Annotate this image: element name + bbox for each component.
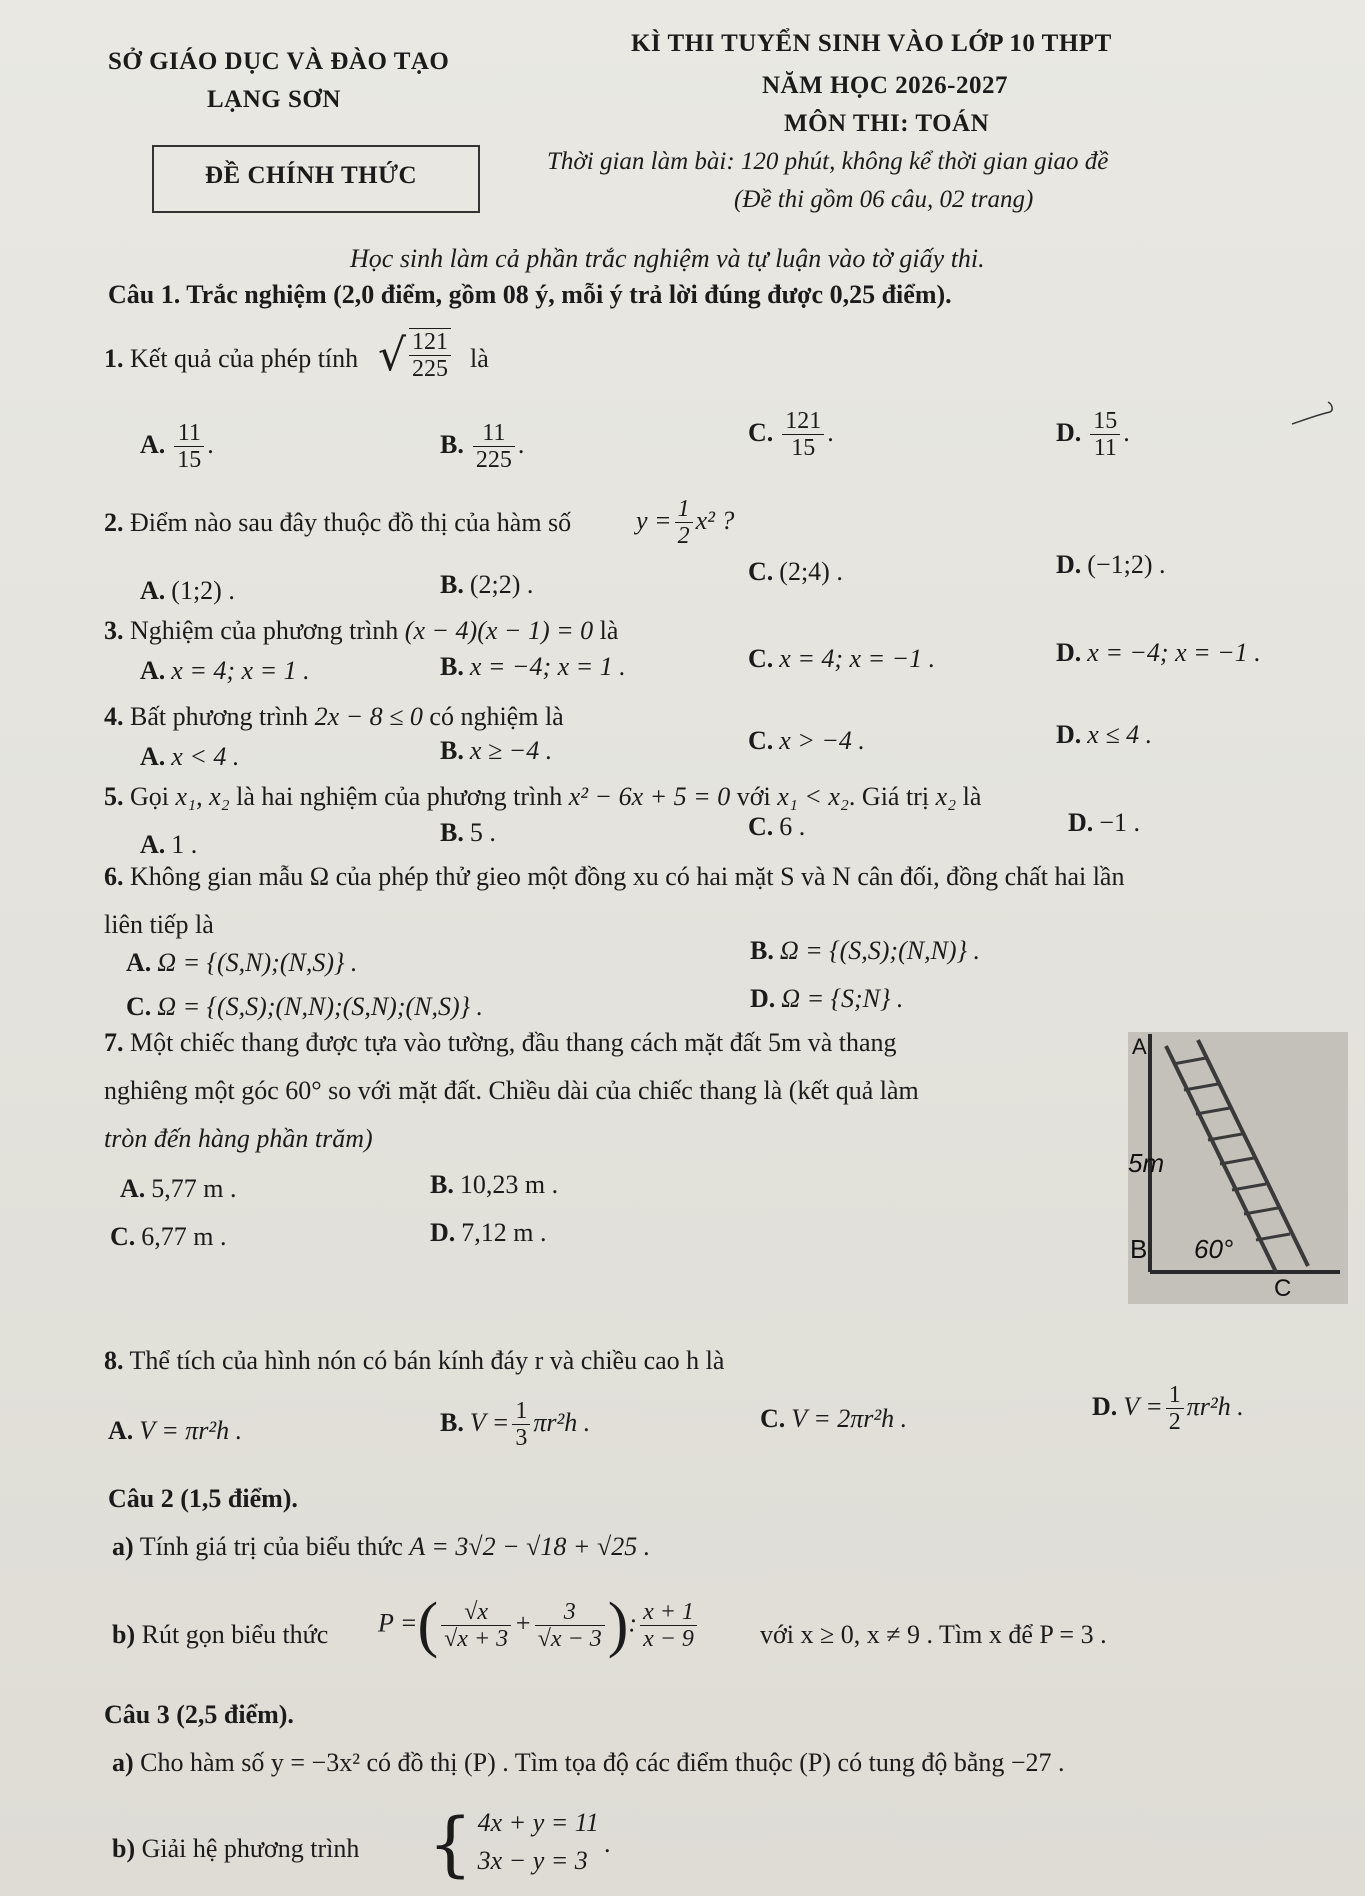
item-8-option-c[interactable]: C. V = 2πr²h . — [760, 1404, 908, 1433]
item-4-option-a[interactable]: A. x < 4 . — [140, 742, 240, 771]
item-1-option-c[interactable]: C. $\frac{121}{15}$ . — [748, 408, 834, 462]
item-6-option-b[interactable]: B. Ω = {(S,S);(N,N)} . — [750, 936, 980, 965]
item-2-stem: 2. Điểm nào sau đây thuộc đồ thị của hàm số — [104, 508, 572, 537]
exam-title: KÌ THI TUYỂN SINH VÀO LỚP 10 THPT — [631, 30, 1112, 57]
item-1-root: √ $\frac{121}{225}$ — [378, 328, 454, 383]
ladder-figure — [1128, 1032, 1348, 1304]
item-4-option-b[interactable]: B. x ≥ −4 . — [440, 736, 553, 765]
item-6-option-a[interactable]: A. Ω = {(S,N);(N,S)} . — [126, 948, 358, 977]
item-7-stem-line2: nghiêng một góc 60° so với mặt đất. Chiều dài của chiếc thang là (kết quả làm — [104, 1076, 919, 1105]
q3-eq1: 4x + y = 11 — [477, 1808, 599, 1837]
item-7-option-a[interactable]: A. 5,77 m . — [120, 1174, 237, 1203]
item-7-option-b[interactable]: B. 10,23 m . — [430, 1170, 559, 1199]
item-1-option-a[interactable]: A. $\frac{11}{15}$ . — [140, 420, 214, 474]
item-7-option-d[interactable]: D. 7,12 m . — [430, 1218, 547, 1247]
time-note: Thời gian làm bài: 120 phút, không kể thời gian giao đề — [547, 148, 1109, 175]
subject: MÔN THI: TOÁN — [784, 110, 990, 137]
instruction: Học sinh làm cả phần trắc nghiệm và tự luận vào tờ giấy thi. — [350, 244, 985, 273]
q2-part-b: b) Rút gọn biểu thức — [112, 1620, 329, 1649]
q2-condition: với x ≥ 0, x ≠ 9 . Tìm x để P = 3 . — [760, 1620, 1107, 1649]
item-1-stem-end: là — [470, 344, 489, 373]
item-5-stem: 5. Gọi x₁, x₂ là hai nghiệm của phương trình x² − 6x + 5 = 0 với x₁ < x₂. Giá trị x₂ là — [104, 782, 982, 811]
pages-note: (Đề thi gồm 06 câu, 02 trang) — [734, 186, 1034, 213]
item-5-option-c[interactable]: C. 6 . — [748, 812, 806, 841]
ladder-label-height: 5m — [1128, 1148, 1165, 1178]
item-6-option-d[interactable]: D. Ω = {S;N} . — [750, 984, 904, 1013]
item-2-option-c[interactable]: C. (2;4) . — [748, 557, 843, 586]
q2-expression: P =( $\frac{√x}{√x + 3}$ + $\frac{3}{√x - 3}$ ): $\frac{x + 1}{x - 9}$ — [378, 1590, 700, 1661]
item-8-option-d[interactable]: D. V = $\frac{1}{2}$ πr²h . — [1092, 1382, 1244, 1436]
item-6-stem-line1: 6. Không gian mẫu Ω của phép thử gieo một đồng xu có hai mặt S và N cân đối, đồng chất hai lần — [104, 862, 1125, 891]
official-label: ĐỀ CHÍNH THỨC — [205, 162, 418, 189]
item-3-option-d[interactable]: D. x = −4; x = −1 . — [1056, 638, 1261, 667]
q2-heading: Câu 2 (1,5 điểm). — [108, 1484, 298, 1513]
item-8-option-a[interactable]: A. V = πr²h . — [108, 1416, 243, 1445]
item-4-stem: 4. Bất phương trình 2x − 8 ≤ 0 có nghiệm là — [104, 702, 564, 731]
q3-part-b: b) Giải hệ phương trình — [112, 1834, 360, 1863]
item-7-stem-line1: 7. Một chiếc thang được tựa vào tường, đầu thang cách mặt đất 5m và thang — [104, 1028, 897, 1057]
department-line-1: SỞ GIÁO DỤC VÀ ĐÀO TẠO — [108, 48, 450, 75]
item-1-option-d[interactable]: D. $\frac{15}{11}$ . — [1056, 408, 1130, 462]
item-6-stem-line2: liên tiếp là — [104, 910, 214, 939]
item-1-stem: 1. Kết quả của phép tính — [104, 344, 359, 373]
item-2-function: y = $\frac{1}{2}$ x² ? — [636, 496, 735, 550]
q1-heading: Câu 1. Trắc nghiệm (2,0 điểm, gồm 08 ý, mỗi ý trả lời đúng được 0,25 điểm). — [108, 280, 952, 309]
item-5-option-a[interactable]: A. 1 . — [140, 830, 198, 859]
q3-system: { 4x + y = 11 3x − y = 3 . — [428, 1803, 611, 1885]
q3-heading: Câu 3 (2,5 điểm). — [104, 1700, 294, 1729]
item-3-option-b[interactable]: B. x = −4; x = 1 . — [440, 652, 626, 681]
item-3-stem: 3. Nghiệm của phương trình (x − 4)(x − 1) = 0 là — [104, 616, 619, 645]
school-year: NĂM HỌC 2026-2027 — [762, 72, 1008, 99]
item-7-option-c[interactable]: C. 6,77 m . — [110, 1222, 227, 1251]
item-2-option-b[interactable]: B. (2;2) . — [440, 570, 534, 599]
item-8-stem: 8. Thể tích của hình nón có bán kính đáy r và chiều cao h là — [104, 1346, 725, 1375]
ladder-label-c: C — [1274, 1275, 1292, 1302]
item-8-option-b[interactable]: B. V = $\frac{1}{3}$ πr²h . — [440, 1398, 591, 1452]
item-3-option-c[interactable]: C. x = 4; x = −1 . — [748, 644, 936, 673]
item-5-option-b[interactable]: B. 5 . — [440, 818, 496, 847]
ladder-label-angle: 60° — [1194, 1234, 1234, 1264]
item-3-option-a[interactable]: A. x = 4; x = 1 . — [140, 656, 310, 685]
item-1-option-b[interactable]: B. $\frac{11}{225}$ . — [440, 420, 525, 474]
item-5-option-d[interactable]: D. −1 . — [1068, 808, 1140, 837]
pen-mark — [1290, 398, 1340, 428]
item-7-stem-line3: tròn đến hàng phần trăm) — [104, 1124, 373, 1153]
item-2-option-a[interactable]: A. (1;2) . — [140, 576, 235, 605]
ladder-label-a: A — [1132, 1034, 1147, 1059]
department-line-2: LẠNG SƠN — [207, 86, 341, 113]
item-2-option-d[interactable]: D. (−1;2) . — [1056, 550, 1166, 579]
q3-part-a: a) Cho hàm số y = −3x² có đồ thị (P) . Tìm tọa độ các điểm thuộc (P) có tung độ bằng −27 . — [112, 1748, 1065, 1777]
ladder-label-b: B — [1130, 1234, 1148, 1264]
item-6-option-c[interactable]: C. Ω = {(S,S);(N,N);(S,N);(N,S)} . — [126, 992, 484, 1021]
item-4-option-c[interactable]: C. x > −4 . — [748, 726, 865, 755]
item-4-option-d[interactable]: D. x ≤ 4 . — [1056, 720, 1153, 749]
q3-eq2: 3x − y = 3 — [477, 1846, 588, 1875]
q2-part-a: a) Tính giá trị của biểu thức A = 3√2 − √18 + √25 . — [112, 1532, 651, 1561]
